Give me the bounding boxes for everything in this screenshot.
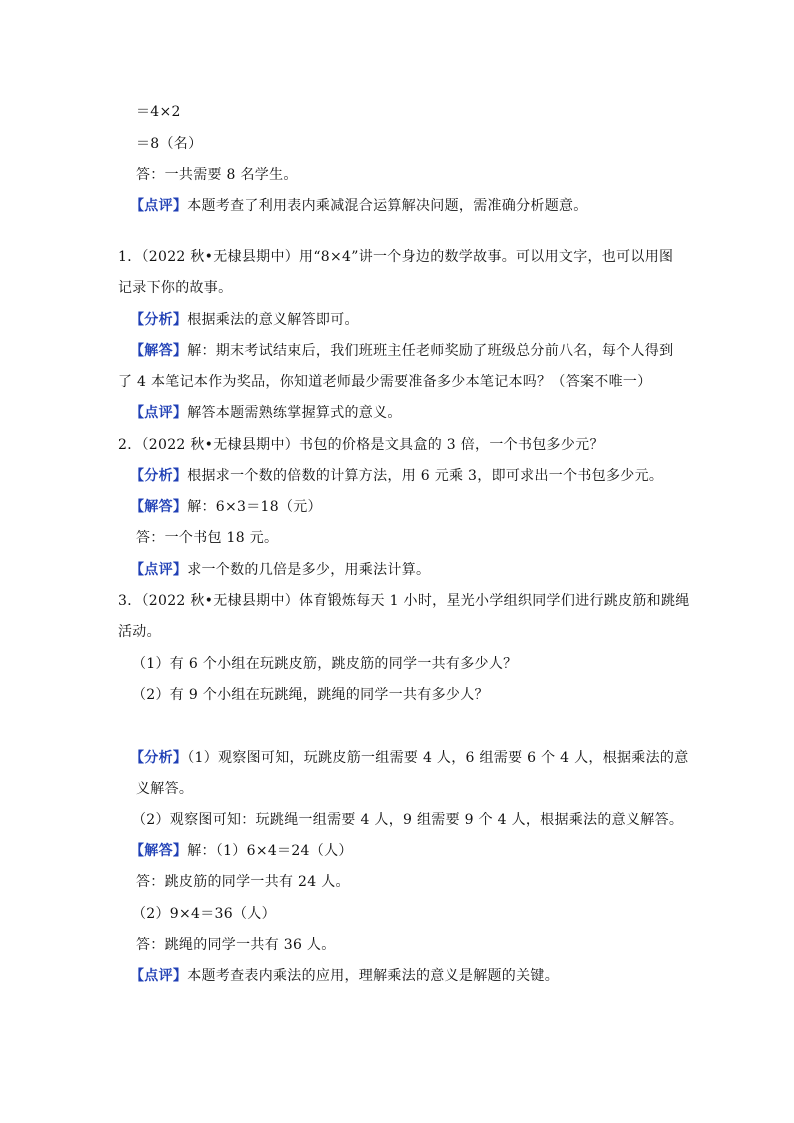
q1-solution-line-2: 了 4 本笔记本作为奖品，你知道老师最少需要准备多少本笔记本吗？（答案不唯一） [118,374,652,390]
q3-comment [130,966,559,986]
q2-comment [130,560,430,580]
q3-analysis-line-3: （2）观察图可知：玩跳绳一组需要 4 人，9 组需要 9 个 4 人，根据乘法的意义解答。 [132,812,684,828]
q3-solution-1 [130,841,353,861]
q2-stem: 2．（2022 秋•无棣县期中）书包的价格是文具盒的 3 倍，一个书包多少元？ [118,437,604,453]
q1-stem-line-1: 1．（2022 秋•无棣县期中）用“8×4”讲一个身边的数学故事。可以用文字，也可以用图 [118,249,674,265]
comment-tag: 【点评】 [130,405,188,421]
q3-answer-1: 答：跳皮筋的同学一共有 24 人。 [136,874,350,890]
solution-tag: 【解答】 [130,843,188,859]
solution-text: 解：期末考试结束后，我们班班主任老师奖励了班级总分前八名，每个人得到 [187,343,674,359]
analysis-tag: 【分析】 [130,312,188,328]
q1-stem-line-2: 记录下你的故事。 [118,280,233,296]
q3-sub-question-2: （2）有 9 个小组在玩跳绳，跳绳的同学一共有多少人？ [132,687,489,703]
q1-solution-line-1 [130,341,673,361]
analysis-tag: 【分析】 [130,468,188,484]
solution-tag: 【解答】 [130,499,188,515]
q2-solution [130,497,322,517]
analysis-text: 根据求一个数的倍数的计算方法，用 6 元乘 3，即可求出一个书包多少元。 [187,468,664,484]
prev-calc-line-2: ＝8（名） [136,136,203,152]
comment-text: 解答本题需熟练掌握算式的意义。 [187,405,402,421]
q1-analysis [130,310,359,330]
comment-tag: 【点评】 [130,968,188,984]
prev-calc-line-1: ＝4×2 [136,104,181,120]
solution-text: 解：（1）6×4＝24（人） [187,843,353,859]
q3-stem-line-2: 活动。 [118,624,161,640]
solution-tag: 【解答】 [130,343,188,359]
q1-comment [130,403,402,423]
comment-text: 求一个数的几倍是多少，用乘法计算。 [187,562,431,578]
analysis-text: （1）观察图可知，玩跳皮筋一组需要 4 人，6 组需要 6 个 4 人，根据乘法的意 [187,750,689,766]
solution-text: 解：6×3＝18（元） [187,499,322,515]
q3-analysis-line-2: 义解答。 [136,781,194,797]
q3-sub-question-1: （1）有 6 个小组在玩跳皮筋，跳皮筋的同学一共有多少人？ [132,656,518,672]
q3-answer-2: 答：跳绳的同学一共有 36 人。 [136,937,336,953]
analysis-tag: 【分析】 [130,750,188,766]
comment-tag: 【点评】 [130,562,188,578]
comment-text: 本题考查了利用表内乘减混合运算解决问题，需准确分析题意。 [187,198,588,214]
q2-analysis [130,466,663,486]
q3-analysis-line-1 [130,748,689,768]
q2-answer: 答：一个书包 18 元。 [136,530,279,546]
q3-solution-2: （2）9×4＝36（人） [132,906,276,922]
prev-answer: 答：一共需要 8 名学生。 [136,167,298,183]
comment-text: 本题考查表内乘法的应用，理解乘法的意义是解题的关键。 [187,968,560,984]
q3-stem-line-1: 3．（2022 秋•无棣县期中）体育锻炼每天 1 小时，星光小学组织同学们进行跳皮筋和跳绳 [118,593,690,609]
analysis-text: 根据乘法的意义解答即可。 [187,312,359,328]
prev-comment [130,196,588,216]
comment-tag: 【点评】 [130,198,188,214]
